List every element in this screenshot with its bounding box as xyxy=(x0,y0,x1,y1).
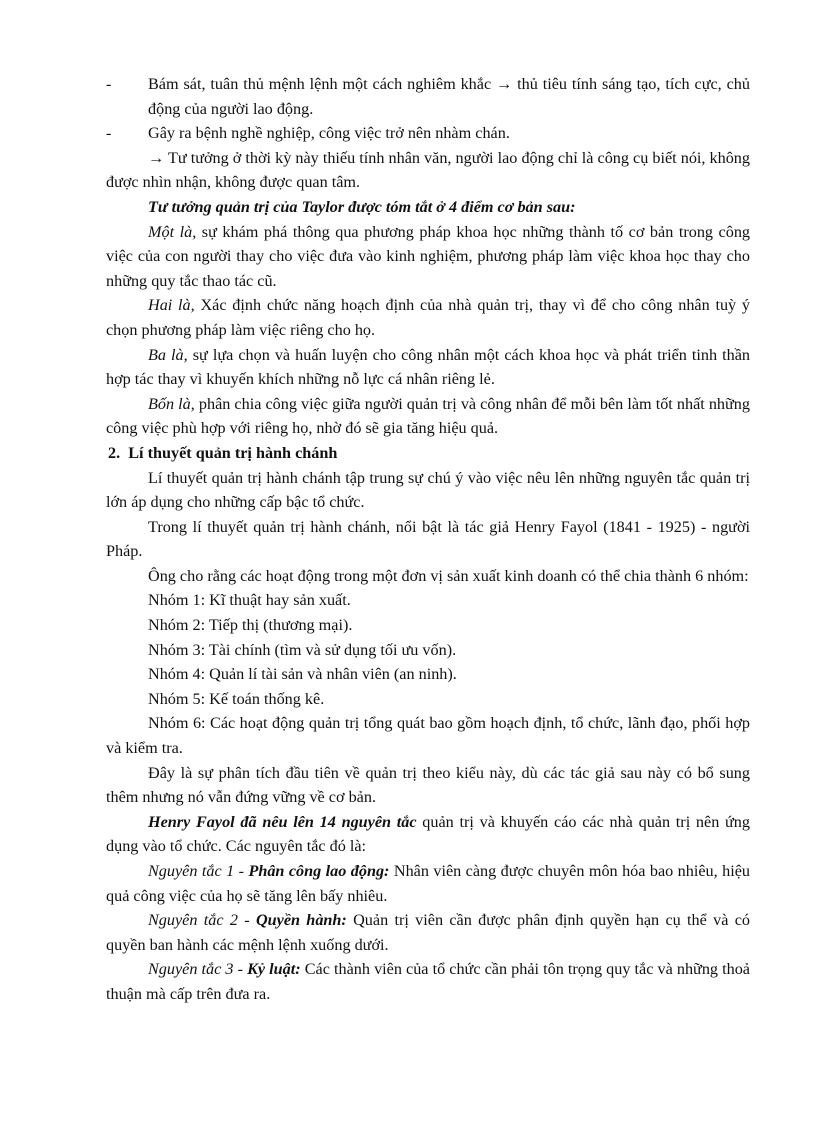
point-paragraph: Bốn là, phân chia công việc giữa người quản trị và công nhân để mỗi bên làm tốt nhất những công việc phù hợp với riêng họ, nhờ đó sẽ gia tăng hiệu quả. xyxy=(106,394,750,438)
principle-paragraph: Nguyên tắc 2 - Quyền hành: Quản trị viên cần được phân định quyền hạn cụ thể và có quyền ban hành các mệnh lệnh xuống dưới. xyxy=(106,911,750,954)
bullet-item: - Bám sát, tuân thủ mệnh lệnh một cách nghiêm khắc → thủ tiêu tính sáng tạo, tích cực, chủ động của người lao động. xyxy=(68,72,750,121)
document-body xyxy=(106,72,750,1007)
group-item: Nhóm 1: Kĩ thuật hay sản xuất. xyxy=(148,591,351,610)
bullet-text: Gây ra bệnh nghề nghiệp, công việc trở nên nhàm chán. xyxy=(148,124,510,143)
paragraph: Lí thuyết quản trị hành chánh tập trung sự chú ý vào việc nêu lên những nguyên tắc quản trị lớn áp dụng cho những cấp bậc tổ chức. xyxy=(106,468,750,512)
point-paragraph: Ba là, sự lựa chọn và huấn luyện cho công nhân một cách khoa học và phát triển tinh thần hợp tác thay vì khuyến khích những nỗ lực cá nhân riêng lẻ. xyxy=(106,345,750,389)
group-item: Nhóm 4: Quản lí tài sản và nhân viên (an ninh). xyxy=(148,665,457,684)
group-item: Nhóm 5: Kế toán thống kê. xyxy=(148,689,325,708)
principle-paragraph: Nguyên tắc 3 - Kỷ luật: Các thành viên của tổ chức cần phải tôn trọng quy tắc và những thoả thuận mà cấp trên đưa ra. xyxy=(106,960,750,1003)
group-item: Nhóm 3: Tài chính (tìm và sử dụng tối ưu vốn). xyxy=(148,640,457,659)
group-item: Nhóm 2: Tiếp thị (thương mại). xyxy=(148,616,353,635)
paragraph: Đây là sự phân tích đầu tiên về quản trị theo kiểu này, dù các tác giả sau này có bổ sung thêm nhưng nó vẫn đứng vững về cơ bản. xyxy=(106,763,750,807)
point-paragraph: Hai là, Xác định chức năng hoạch định của nhà quản trị, thay vì để cho công nhân tuỳ ý chọn phương pháp làm việc riêng cho họ. xyxy=(106,296,750,339)
group-item: Nhóm 6: Các hoạt động quản trị tổng quát bao gồm hoạch định, tổ chức, lãnh đạo, phối hợp và kiểm tra. xyxy=(106,714,750,758)
bullet-item: - Gây ra bệnh nghề nghiệp, công việc trở nên nhàm chán. xyxy=(68,121,750,146)
taylor-heading: Tư tưởng quản trị của Taylor được tóm tắt ở 4 điểm cơ bản sau: xyxy=(148,197,576,216)
principle-paragraph: Nguyên tắc 1 - Phân công lao động: Nhân viên càng được chuyên môn hóa bao nhiêu, hiệu quả công việc của họ sẽ tăng lên bấy nhiêu. xyxy=(106,862,750,905)
section-heading: 2. Lí thuyết quản trị hành chánh xyxy=(108,443,338,462)
paragraph: Ông cho rằng các hoạt động trong một đơn vị sản xuất kinh doanh có thể chia thành 6 nhóm: xyxy=(148,566,749,585)
paragraph: Trong lí thuyết quản trị hành chánh, nổi bật là tác giả Henry Fayol (1841 - 1925) - người Pháp. xyxy=(106,517,750,561)
point-paragraph: Một là, sự khám phá thông qua phương pháp khoa học những thành tố cơ bản trong công việc của con người thay cho việc đưa vào kinh nghiệm, phương pháp làm việc khoa học thay cho những quy tắc thao tác cũ. xyxy=(106,222,751,290)
fayol-paragraph: Henry Fayol đã nêu lên 14 nguyên tắc quản trị và khuyến cáo các nhà quản trị nên ứng dụng vào tổ chức. Các nguyên tắc đó là: xyxy=(106,812,750,856)
conclusion-paragraph: → Tư tưởng ở thời kỳ này thiếu tính nhân văn, người lao động chỉ là công cụ biết nói, không được nhìn nhận, không được quan tâm. xyxy=(106,148,750,192)
bullet-text: Bám sát, tuân thủ mệnh lệnh một cách nghiêm khắc → thủ tiêu tính sáng tạo, tích cực, chủ động của người lao động. xyxy=(148,75,750,118)
